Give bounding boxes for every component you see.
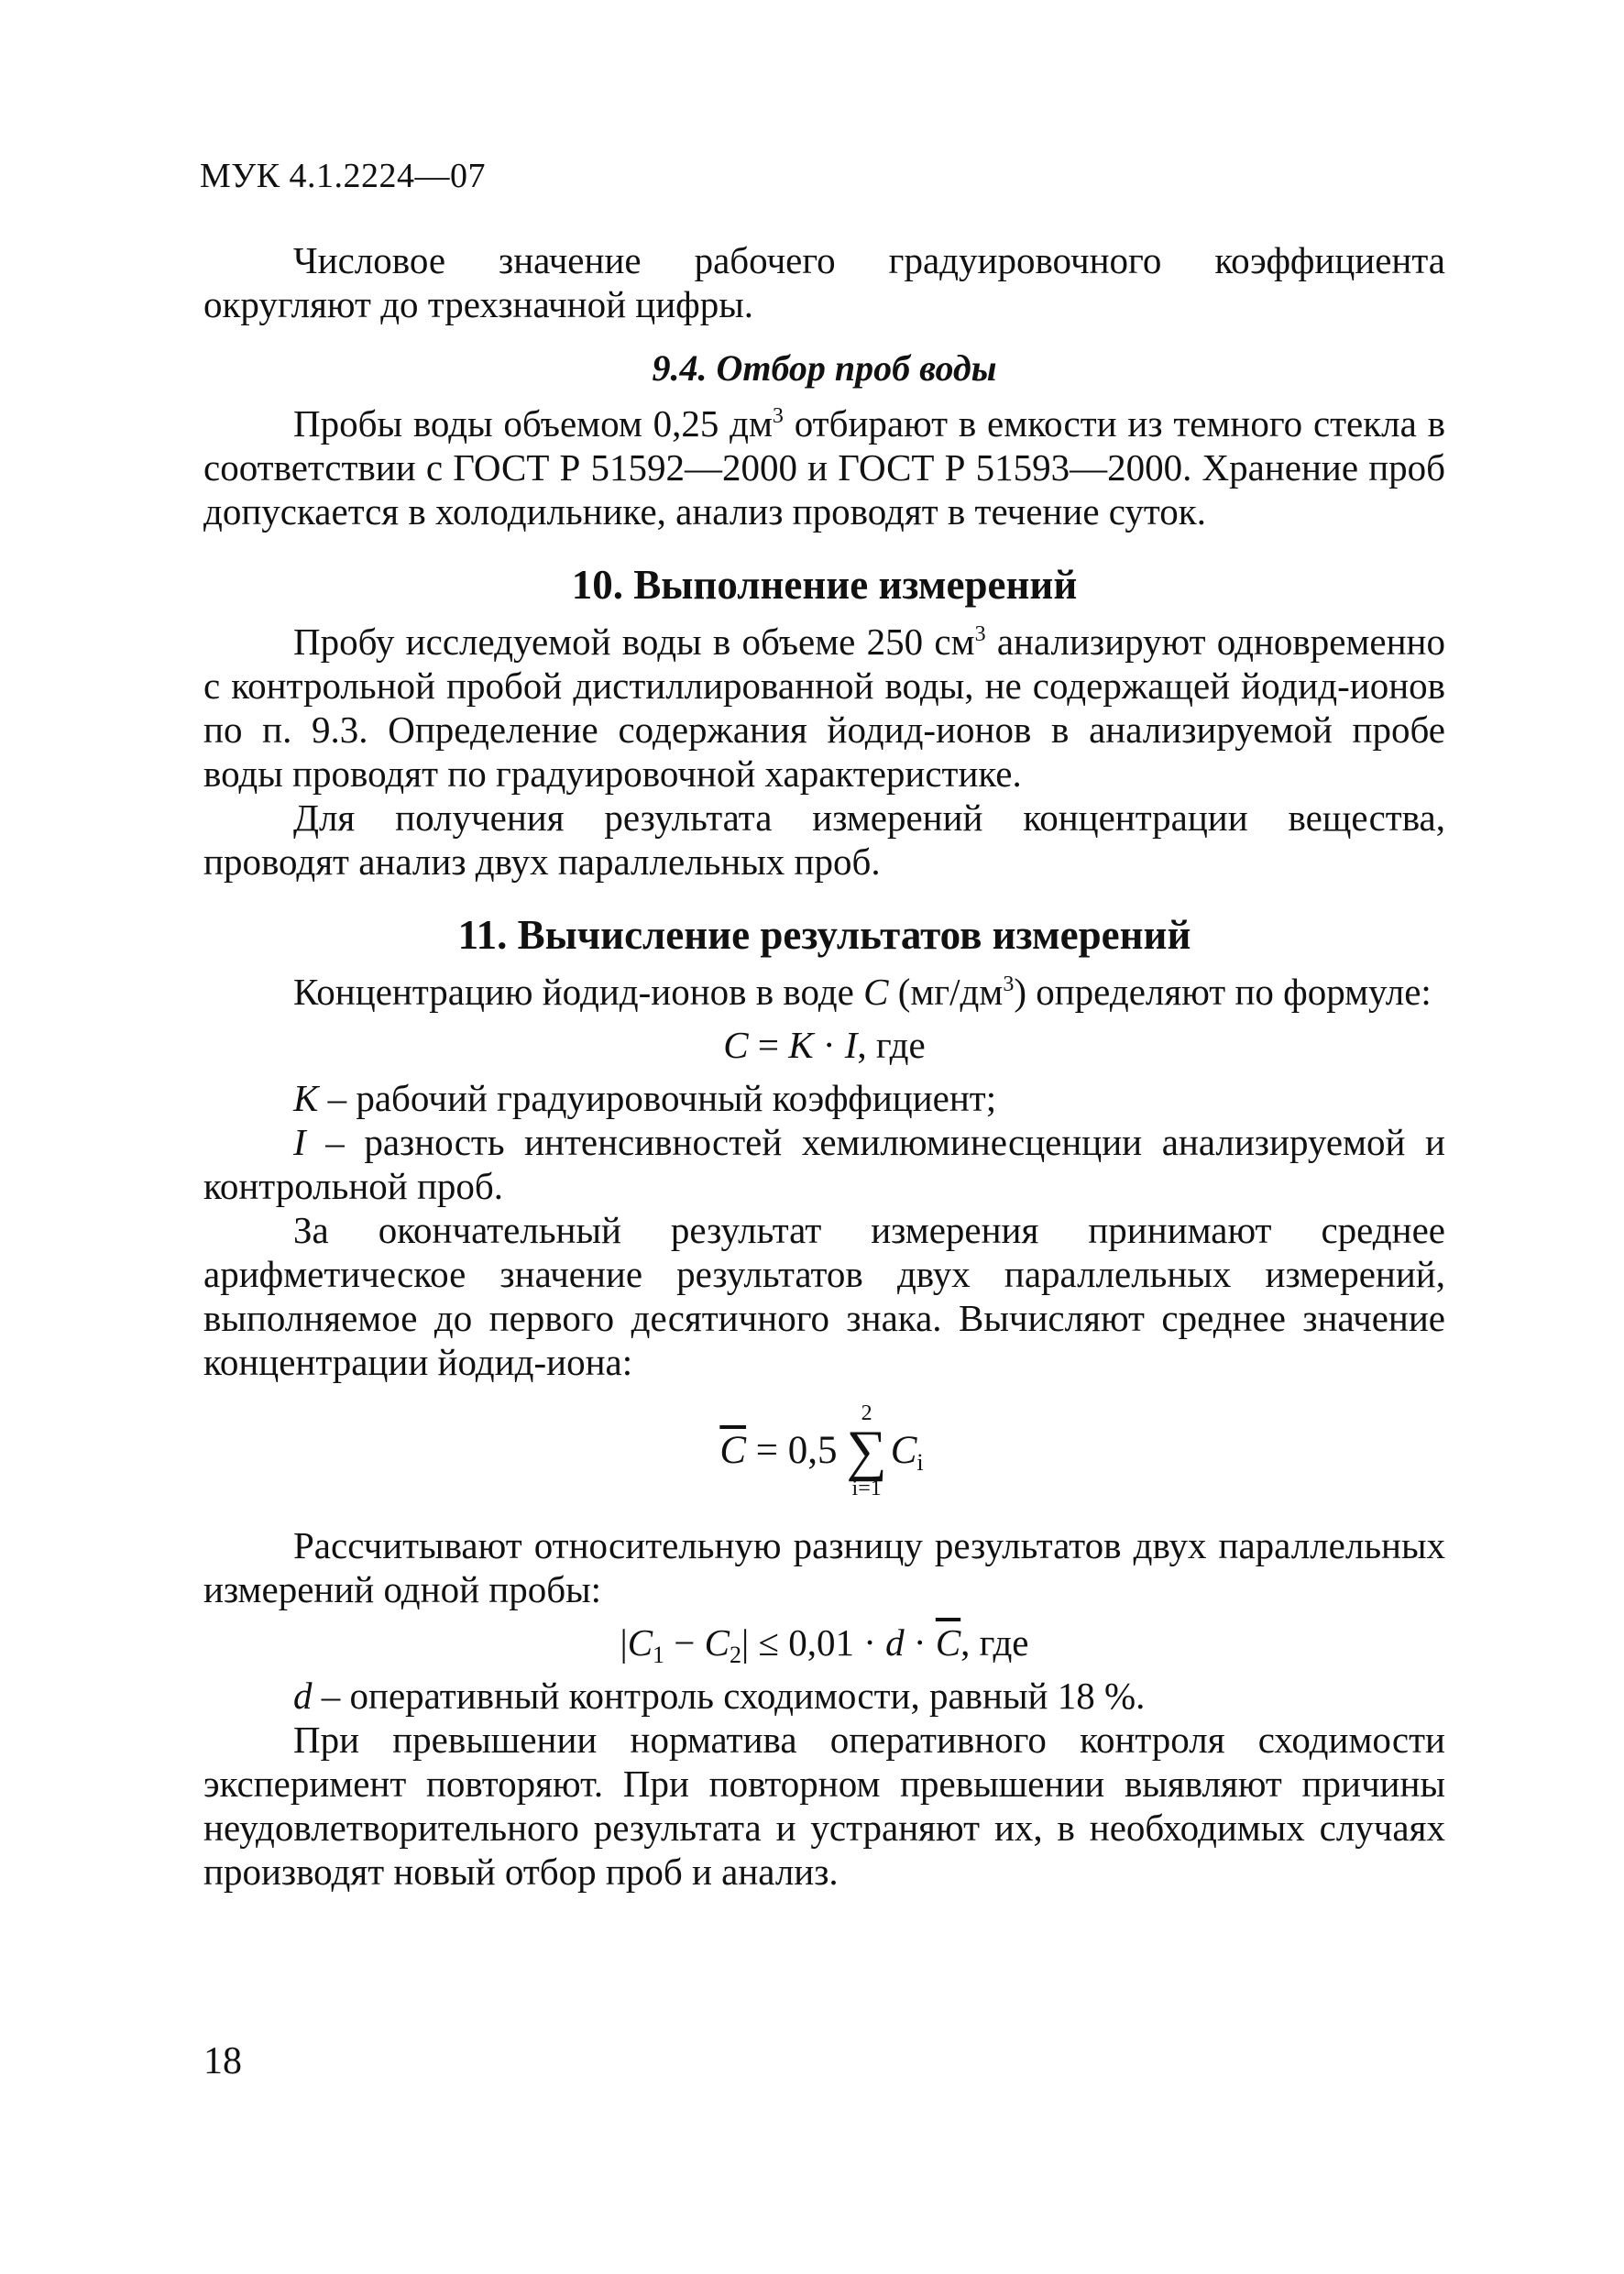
formula-op: = <box>748 1024 789 1066</box>
text: – оперативный контроль сходимости, равный 18 %. <box>312 1675 1146 1717</box>
paragraph-exceeding-norm: При превышении норматива оперативного контроля сходимости эксперимент повторяют. При повторном превышении выявляют причины неудовлетворительного результата и устраняют их, в необходимых случаях производят новый отбор проб и анализ. <box>203 1719 1445 1893</box>
formula-var: $\overline{C}$ <box>719 1429 747 1472</box>
text: ) определяют по формуле: <box>1014 971 1432 1013</box>
subscript: i <box>916 1449 924 1476</box>
formula-var: K <box>788 1024 814 1066</box>
variable: d <box>293 1675 313 1717</box>
variable: C <box>863 971 889 1013</box>
formula-tail: , где <box>857 1024 926 1066</box>
formula-var: I <box>844 1024 858 1066</box>
formula-var: C <box>704 1621 730 1664</box>
formula-mean-term <box>890 1429 924 1476</box>
text: (мг/дм <box>888 971 1004 1013</box>
variable: I <box>293 1121 306 1163</box>
superscript: 3 <box>772 404 784 428</box>
formula-var: C <box>723 1024 749 1066</box>
superscript: 3 <box>974 622 986 646</box>
variable: K <box>293 1077 319 1119</box>
sum-lower-limit: i=1 <box>851 1477 882 1500</box>
formula-op: ≤ 0,01 · <box>749 1621 886 1664</box>
text: отбирают в емкости из темного стекла в соответствии с ГОСТ Р 51592—2000 и ГОСТ Р 51593—2000. Хранение проб допускается в холодильнике, анализ проводят в течение суток. <box>203 402 1445 533</box>
subscript: 1 <box>653 1642 665 1668</box>
definition-d <box>203 1674 1445 1718</box>
text: Концентрацию йодид-ионов в воде <box>293 971 864 1013</box>
text: Пробы воды объемом 0,25 дм <box>293 402 773 445</box>
document-code: МУК 4.1.2224—07 <box>200 157 487 195</box>
paragraph-relative-difference: Рассчитывают относительную разницу результатов двух параллельных измерений одной пробы: <box>203 1524 1445 1610</box>
section-9-4-title: 9.4. Отбор проб воды <box>652 347 997 389</box>
formula-mean-lhs <box>719 1429 837 1473</box>
page-number: 18 <box>203 2040 242 2082</box>
formula-convergence: $|C_1 - C_2| \le 0,01 \cdot d \cdot \overline{C}$, где <box>620 1621 1029 1668</box>
formula-op: · <box>813 1024 845 1066</box>
page-content <box>203 238 1445 1894</box>
paragraph-final-result: За окончательный результат измерения принимают среднее арифметическое значение результатов двух параллельных измерений, выполняемое до первого десятичного знака. Вычисляют среднее значение концентрации йодид-иона: <box>203 1209 1445 1383</box>
formula-op: − <box>664 1621 705 1664</box>
text: Пробу исследуемой воды в объеме 250 см <box>293 621 975 663</box>
sigma-icon: ∑ <box>846 1420 887 1482</box>
formula-op: = 0,5 <box>746 1429 838 1472</box>
text: – рабочий градуировочный коэффициент; <box>318 1077 997 1119</box>
formula-tail: , где <box>960 1621 1029 1664</box>
text: анализируют одновременно с контрольной пробой дистиллированной воды, не содержащей йодид-ионов по п. 9.3. Определение содержания йодид-ионов в анализируемой пробе воды проводят по градуировочной характеристике. <box>203 621 1445 795</box>
subscript: 2 <box>730 1642 742 1668</box>
text: – разность интенсивностей хемилюминесценции анализируемой и контрольной проб. <box>203 1121 1445 1207</box>
formula-var: $\overline{C}$ <box>935 1621 961 1664</box>
paragraph-concentration <box>203 970 1445 1014</box>
superscript: 3 <box>1003 972 1015 996</box>
paragraph-measurement <box>203 620 1445 796</box>
definition-k <box>203 1076 1445 1120</box>
sum-symbol <box>847 1402 887 1500</box>
formula-var: C <box>890 1429 917 1472</box>
formula-var: C <box>627 1621 653 1664</box>
formula-var: d <box>885 1621 905 1664</box>
definition-i <box>203 1120 1445 1208</box>
formula-mean <box>203 1402 1445 1500</box>
formula-c-equals-k-i <box>203 1023 1445 1067</box>
sum-upper-limit: 2 <box>861 1401 872 1425</box>
paragraph-parallel-samples: Для получения результата измерений концентрации вещества, проводят анализ двух параллельных проб. <box>203 796 1445 883</box>
section-10-title: 10. Выполнение измерений <box>571 562 1078 608</box>
paragraph-water-sampling <box>203 401 1445 533</box>
paragraph-rounding: Числовое значение рабочего градуировочного коэффициента округляют до трехзначной цифры. <box>203 239 1445 325</box>
formula-op: · <box>904 1621 936 1664</box>
section-11-title: 11. Вычисление результатов измерений <box>457 912 1191 958</box>
